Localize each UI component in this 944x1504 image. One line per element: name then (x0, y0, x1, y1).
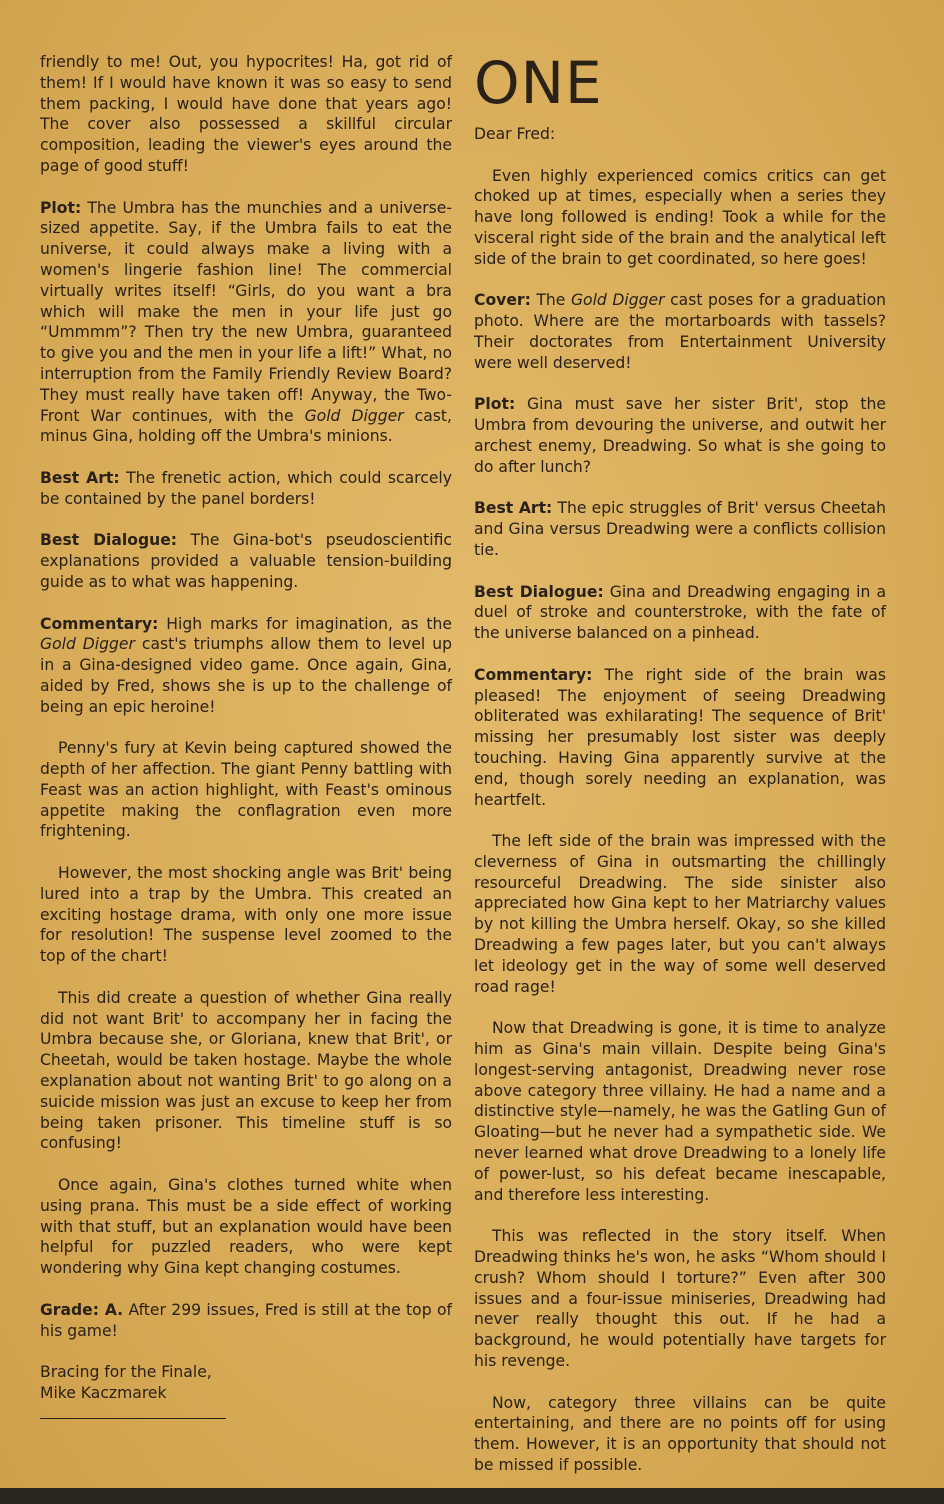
right-commentary-text: The right side of the brain was pleased! The enjoyment of seeing Dreadwing obliterated was exhilarating! The sequence of Brit' missing her presumably lost sister was deeply touching. Having Gina apparently survive at the end, though sorely needing an explanation, was heartfelt. (474, 665, 886, 809)
plot-text-1: The Umbra has the munchies and a universe-sized appetite. Say, if the Umbra fails to eat the universe, it could always make a living with a women's lingerie fashion line! The commercial virtually writes itself! “Girls, do you want a bra which will make the men in your life just go “Ummmm”? Then try the new Umbra, guaranteed to give you and the men in your life a lift!” What, no interruption from the Family Friendly Review Board? They must really have taken off! Anyway, the Two-Front War continues, with the (40, 198, 452, 425)
cover-italic-title: Gold Digger (570, 291, 665, 310)
right-best-dialogue-text: Gina and Dreadwing engaging in a duel of stroke and counterstroke, with the fate of the universe balanced on a pinhead. (474, 582, 886, 643)
right-intro-paragraph: Even highly experienced comics critics can get choked up at times, especially when a series they have long followed is ending! Took a while for the visceral right side of the brain and the analytical left side of the brain to get coordinated, so here goes! (474, 166, 886, 268)
commentary-text-1: High marks for imagination, as the (166, 614, 452, 633)
plot-italic-title: Gold Digger (304, 406, 404, 425)
right-commentary-paragraph (474, 665, 886, 811)
plot-label: Plot: (40, 198, 82, 217)
best-art-label: Best Art: (40, 468, 120, 487)
left-question-paragraph: This did create a question of whether Gina really did not want Brit' to accompany her in facing the Umbra because she, or Gloriana, knew that Brit', or Cheetah, would be taken hostage. Maybe the whole explanation about not wanting Brit' to go along on a suicide mission was just an excuse to keep her from being taken prisoner. This timeline stuff is so confusing! (40, 988, 452, 1153)
commentary-italic-title: Gold Digger (40, 635, 135, 654)
left-grade-paragraph (40, 1300, 452, 1342)
letter-title: ONE (474, 49, 603, 117)
commentary-text-2: cast's triumphs allow them to level up in a Gina-designed video game. Once again, Gina, aided by Fred, shows she is up to the challenge of being an epic heroine! (40, 635, 452, 716)
right-cover-paragraph (474, 290, 886, 373)
right-best-art-text: The epic struggles of Brit' versus Cheetah and Gina versus Dreadwing were a conflicts collision tie. (474, 499, 886, 559)
closing-line: Bracing for the Finale, (40, 1363, 212, 1382)
cover-label: Cover: (474, 291, 531, 310)
right-column (474, 49, 886, 1497)
left-penny-paragraph: Penny's fury at Kevin being captured showed the depth of her affection. The giant Penny battling with Feast was an action highlight, with Feast's ominous appetite making the conflagration even more frightening. (40, 739, 452, 841)
page-bottom-edge (0, 1488, 944, 1504)
left-best-dialogue-paragraph (40, 530, 452, 592)
salutation: Dear Fred: (474, 125, 556, 143)
right-commentary-label: Commentary: (474, 665, 593, 684)
right-plot-paragraph (474, 394, 886, 477)
cover-text-2: cast poses for a graduation photo. Where are the mortarboards with tassels? Their doctorates from Entertainment University were well deserved! (474, 291, 886, 372)
signature-divider (40, 1418, 226, 1419)
right-best-dialogue-paragraph (474, 582, 886, 644)
right-plot-text: Gina must save her sister Brit', stop the Umbra from devouring the universe, and outwit her archest enemy, Dreadwing. So what is she going to do after lunch? (474, 395, 886, 476)
plot-text-2: cast, minus Gina, holding off the Umbra's minions. (40, 406, 452, 446)
best-art-text: The frenetic action, which could scarcely be contained by the panel borders! (40, 468, 452, 508)
left-column (40, 52, 452, 1419)
left-shocking-paragraph: However, the most shocking angle was Brit' being lured into a trap by the Umbra. This created an exciting hostage drama, with only one more issue for resolution! The suspense level zoomed to the top of the chart! (40, 864, 452, 966)
right-best-art-paragraph (474, 498, 886, 560)
right-best-dialogue-label: Best Dialogue: (474, 582, 604, 601)
author-name: Mike Kaczmarek (40, 1384, 167, 1402)
commentary-label: Commentary: (40, 614, 159, 633)
right-dreadwing-paragraph: Now that Dreadwing is gone, it is time to analyze him as Gina's main villain. Despite being Gina's longest-serving antagonist, Dreadwing never rose above category three villainy. He had a name and a distinctive style—namely, he was the Gatling Gun of Gloating—but he never had a sympathetic side. We never learned what drove Dreadwing to a lonely life of power-lust, so his defeat became inescapable, and therefore less interesting. (474, 1019, 886, 1204)
left-best-art-paragraph (40, 468, 452, 510)
right-reflected-paragraph: This was reflected in the story itself. When Dreadwing thinks he's won, he asks “Whom should I crush? Whom should I torture?” Even after 300 issues and a four-issue miniseries, Dreadwing had never really thought this out. If he had a background, he would potentially have targets for his revenge. (474, 1227, 886, 1371)
right-left-side-paragraph: The left side of the brain was impressed with the cleverness of Gina in outsmarting the chillingly resourceful Dreadwing. The side sinister also appreciated how Gina kept to her Matriarchy values by not killing the Umbra herself. Okay, so she killed Dreadwing a few pages later, but you can't always let ideology get in the way of some well deserved road rage! (474, 832, 886, 996)
grade-label: Grade: A. (40, 1300, 124, 1319)
left-clothes-paragraph: Once again, Gina's clothes turned white when using prana. This must be a side effect of working with that stuff, but an explanation would have been helpful for puzzled readers, who were kept wondering why Gina kept changing costumes. (40, 1176, 452, 1278)
best-dialogue-label: Best Dialogue: (40, 531, 178, 550)
best-dialogue-text: The Gina-bot's pseudoscientific explanations provided a valuable tension-building guide as to what was happening. (40, 531, 452, 591)
left-plot-paragraph (40, 198, 452, 448)
cover-text-1: The (536, 291, 571, 310)
signature-block (40, 1362, 452, 1404)
right-plot-label: Plot: (474, 395, 516, 414)
right-category-paragraph: Now, category three villains can be quite entertaining, and there are no points off for using them. However, it is an opportunity that should not be missed if possible. (474, 1393, 886, 1474)
left-paragraph-intro: friendly to me! Out, you hypocrites! Ha, got rid of them! If I would have known it was so easy to send them packing, I would have done that years ago! The cover also possessed a skillful circular composition, leading the viewer's eyes around the page of good stuff! (40, 53, 452, 175)
left-commentary-paragraph (40, 614, 452, 718)
right-best-art-label: Best Art: (474, 499, 553, 518)
grade-text: After 299 issues, Fred is still at the top of his game! (40, 1300, 452, 1340)
